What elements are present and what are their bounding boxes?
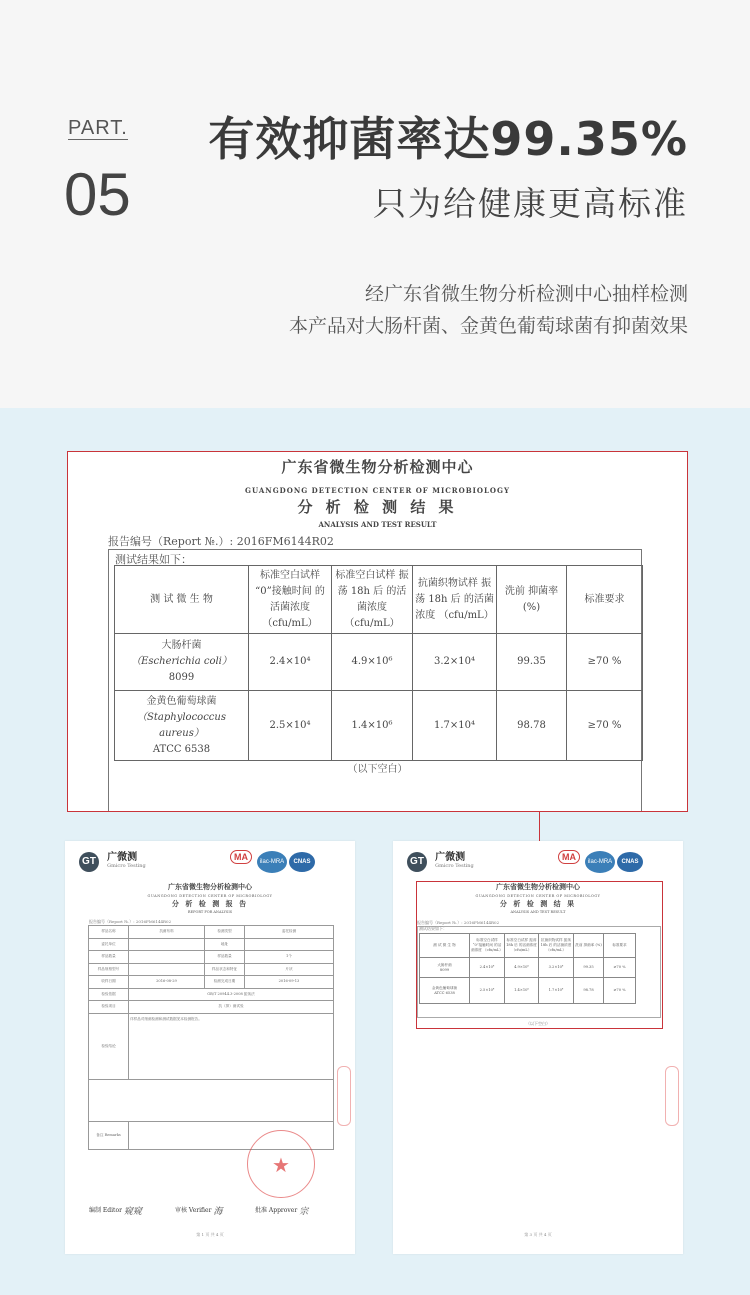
table-cell: 标准要求 xyxy=(604,934,636,958)
doc-org-name: 广东省微生物分析检测中心 xyxy=(168,882,252,891)
table-cell: 委托检测 xyxy=(245,926,334,939)
table-cell: 检验依据 xyxy=(89,988,129,1001)
table-cell: 抗（抑）菌试验 xyxy=(129,1001,334,1014)
doc-title-en: REPORT FOR ANALYSIS xyxy=(187,910,233,914)
table-cell: ≥70 % xyxy=(604,978,636,1004)
table-cell: 样品数量 xyxy=(205,951,245,964)
rate-value: 99.35 xyxy=(497,634,567,691)
table-cell xyxy=(245,938,334,951)
table-row xyxy=(89,1079,334,1121)
table-cell: 1.4×10⁶ xyxy=(505,978,539,1004)
table-cell: 2.4×10⁴ xyxy=(470,958,505,978)
table-cell: 检验结论 xyxy=(89,1013,129,1079)
organism-latin: （Staphylococcus aureus） xyxy=(137,711,226,739)
table-cell: 检验项目 xyxy=(89,1001,129,1014)
table-cell: 大肠杆菌 8099 xyxy=(420,958,470,978)
table-row xyxy=(89,938,334,951)
table-cell: ≥70 % xyxy=(604,958,636,978)
gmicro-logo-icon: GT xyxy=(407,852,427,872)
zoom-section-label: 测试结果如下： xyxy=(115,553,192,566)
fabric-18h-value: 1.7×10⁴ xyxy=(413,691,497,761)
cert-badges xyxy=(197,850,347,874)
table-cell: 测 试 微 生 物 xyxy=(420,934,470,958)
header-blank-0h: 标准空白试样 “0”接触时间 的活菌浓度 （cfu/mL） xyxy=(249,566,332,634)
side-seal xyxy=(337,1066,351,1126)
page-number: 第 1 页 共 4 页 xyxy=(196,1232,224,1237)
doc-section-label: 测试结果如下： xyxy=(419,926,447,931)
organism-strain: 8099 xyxy=(168,672,195,683)
table-cell: 样品状态和特征 xyxy=(205,963,245,976)
table-row xyxy=(89,1013,334,1079)
table-row xyxy=(89,951,334,964)
fabric-18h-value: 3.2×10⁴ xyxy=(413,634,497,691)
table-cell xyxy=(129,938,205,951)
doc-report-number: 报告编号（Report №.）: 2016FM6144R02 xyxy=(89,919,172,924)
table-cell: 1.7×10⁴ xyxy=(539,978,574,1004)
seal-star-icon: ★ xyxy=(272,1153,290,1177)
rate-value: 98.78 xyxy=(497,691,567,761)
doc-blank-note: （以下空白） xyxy=(526,1021,550,1026)
zoomed-test-result xyxy=(67,451,688,812)
table-cell: 地址 xyxy=(205,938,245,951)
part-label: PART. xyxy=(68,117,128,139)
doc-title-en: ANALYSIS AND TEST RESULT xyxy=(510,910,566,914)
logo-cn: 广微测 xyxy=(435,852,466,863)
zoom-title-en: ANALYSIS AND TEST RESULT xyxy=(318,520,437,529)
gmicro-logo xyxy=(407,852,474,872)
table-cell: 标准空白试样 振荡 18h 后 的活菌浓度 （cfu/mL） xyxy=(505,934,539,958)
organism-name: 金黄色葡萄球菌 xyxy=(146,695,217,707)
header-requirement: 标准要求 xyxy=(567,566,643,634)
table-cell: GB/T 20944.3-2008 振荡法 xyxy=(129,988,334,1001)
verifier-signature: 审核 Verifier 海 xyxy=(175,1207,223,1217)
logo-cn: 广微测 xyxy=(107,852,138,863)
table-cell: 详样品对细菌检测和测试数据见本检测报告。 xyxy=(129,1013,334,1079)
table-header-row xyxy=(115,566,643,634)
approver-signature: 批准 Approver 宗 xyxy=(255,1207,309,1217)
ilac-mra-icon: ilac-MRA xyxy=(585,851,615,873)
doc-title: 分 析 检 测 报 告 xyxy=(171,899,249,908)
table-cell: 金黄色葡萄球菌 ATCC 6538 xyxy=(420,978,470,1004)
table-cell: 抗菌布料 xyxy=(129,926,205,939)
table-row xyxy=(89,976,334,989)
side-seal xyxy=(665,1066,679,1126)
table-row xyxy=(89,1001,334,1014)
organism-latin: （Escherichia coli） xyxy=(131,656,232,667)
description-line: 经广东省微生物分析检测中心抽样检测 xyxy=(364,283,688,305)
logo-en: Gmicro Testing xyxy=(107,863,146,869)
table-cell: 片状 xyxy=(245,963,334,976)
table-cell: 4.9×10⁶ xyxy=(505,958,539,978)
requirement-value: ≥70 % xyxy=(567,634,643,691)
table-cell: 委托单位 xyxy=(89,938,129,951)
part-number: 05 xyxy=(64,161,131,228)
table-cell xyxy=(129,963,205,976)
description-line: 本产品对大肠杆菌、金黄色葡萄球菌有抑菌效果 xyxy=(288,315,688,337)
doc-report-number: 报告编号（Report №.）: 2016FM6144R02 xyxy=(417,920,500,925)
doc-title: 分 析 检 测 结 果 xyxy=(499,899,577,908)
highlight-box xyxy=(416,881,663,1029)
page-title: 有效抑菌率达99.35% xyxy=(208,112,688,166)
table-row xyxy=(115,634,643,691)
logo-en: Gmicro Testing xyxy=(435,863,474,869)
zoom-report-number: 报告编号（Report №.）: 2016FM6144R02 xyxy=(108,535,334,548)
blank-0h-value: 2.4×10⁴ xyxy=(249,634,332,691)
table-cell: 检测类型 xyxy=(205,926,245,939)
zoom-result-table xyxy=(114,565,643,761)
table-row xyxy=(89,988,334,1001)
header-rate: 洗前 抑菌率 (%) xyxy=(497,566,567,634)
table-cell xyxy=(89,1079,334,1121)
cma-icon: MA xyxy=(558,850,580,864)
doc-org-name: 广东省微生物分析检测中心 xyxy=(496,882,580,891)
zoom-title: 分 析 检 测 结 果 xyxy=(297,498,458,516)
table-cell: 99.35 xyxy=(574,958,604,978)
table-cell: 标准空白试样 “0”接触时间 的活菌浓度 （cfu/mL） xyxy=(470,934,505,958)
table-cell: 98.78 xyxy=(574,978,604,1004)
zoom-org-name-en: GUANGDONG DETECTION CENTER OF MICROBIOLOGY xyxy=(245,486,510,495)
requirement-value: ≥70 % xyxy=(567,691,643,761)
header-section xyxy=(0,0,750,408)
organism-cell xyxy=(115,691,249,761)
organism-strain: ATCC 6538 xyxy=(152,743,211,755)
table-cell: 样品名称 xyxy=(89,926,129,939)
cma-icon: MA xyxy=(230,850,252,864)
table-cell: 2016-09-13 xyxy=(245,976,334,989)
organism-cell xyxy=(115,634,249,691)
page-subtitle: 只为给健康更高标准 xyxy=(373,184,688,223)
table-cell: 样品数量 xyxy=(89,951,129,964)
table-cell xyxy=(129,951,205,964)
header-fabric-18h: 抗菌织物试样 振荡 18h 后 的活菌浓度 （cfu/mL） xyxy=(413,566,497,634)
official-seal xyxy=(247,1130,315,1198)
table-cell: 检测完成日期 xyxy=(205,976,245,989)
gmicro-logo xyxy=(79,852,146,872)
doc-org-name-en: GUANGDONG DETECTION CENTER OF MICROBIOLOGY xyxy=(475,894,601,898)
doc-org-name-en: GUANGDONG DETECTION CENTER OF MICROBIOLOGY xyxy=(147,894,273,898)
table-cell: 洗前 抑菌率 (%) xyxy=(574,934,604,958)
doc-info-table xyxy=(88,925,334,1150)
cert-badges xyxy=(525,850,675,874)
table-cell: 3.2×10⁴ xyxy=(539,958,574,978)
table-cell: 2016-08-29 xyxy=(129,976,205,989)
blank-0h-value: 2.5×10⁴ xyxy=(249,691,332,761)
editor-signature: 编制 Editor 窥窥 xyxy=(89,1207,142,1217)
report-page-1 xyxy=(65,841,355,1254)
cnas-icon: CNAS xyxy=(617,852,643,872)
table-cell: 备注 Remarks xyxy=(89,1121,129,1149)
blank-18h-value: 1.4×10⁶ xyxy=(332,691,413,761)
table-cell: 2.5×10⁴ xyxy=(470,978,505,1004)
header-blank-18h: 标准空白试样 振荡 18h 后 的活菌浓度 （cfu/mL） xyxy=(332,566,413,634)
description xyxy=(289,278,688,342)
zoom-org-name: 广东省微生物分析检测中心 xyxy=(281,458,474,476)
table-cell: 抗菌织物试样 振荡 18h 后 的活菌浓度 （cfu/mL） xyxy=(539,934,574,958)
page-number: 第 3 页 共 4 页 xyxy=(524,1232,552,1237)
table-row xyxy=(89,926,334,939)
table-row xyxy=(115,691,643,761)
table-cell: 1个 xyxy=(245,951,334,964)
zoom-blank-note: （以下空白） xyxy=(347,764,408,775)
blank-18h-value: 4.9×10⁶ xyxy=(332,634,413,691)
cnas-icon: CNAS xyxy=(289,852,315,872)
header-organism: 测 试 微 生 物 xyxy=(115,566,249,634)
table-cell: 收样日期 xyxy=(89,976,129,989)
table-row xyxy=(89,963,334,976)
gmicro-logo-icon: GT xyxy=(79,852,99,872)
ilac-mra-icon: ilac-MRA xyxy=(257,851,287,873)
organism-name: 大肠杆菌 xyxy=(161,640,202,651)
table-cell: 样品规格型号 xyxy=(89,963,129,976)
